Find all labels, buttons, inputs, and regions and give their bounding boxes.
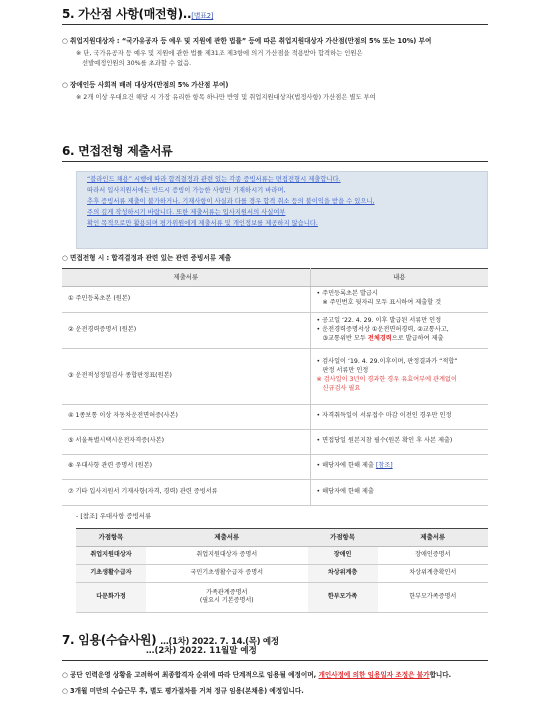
content-cell: • 면접당일 원본지참 필수(원본 확인 후 사본 제출) (310, 429, 488, 454)
content-line (317, 335, 483, 344)
item-cell: 기초생활수급자 (76, 564, 146, 582)
interview-documents-table (62, 268, 488, 506)
hire-staged-bullet (62, 671, 451, 680)
table-row (62, 404, 488, 429)
item-cell: 다문화가정 (76, 582, 146, 612)
table-row (62, 454, 488, 479)
merit-disabled-note: ※ 2개 이상 우대요건 해당 시 가장 유리한 항목 하나만 반영 및 취업지원대상자(법정사항) 가산점은 별도 부여 (76, 94, 376, 101)
table-row (76, 564, 488, 582)
header-documents: 제출서류 (62, 269, 310, 287)
table-row (76, 546, 488, 564)
section-7-rule (62, 660, 488, 661)
full-history-emphasis: 전체경력 (367, 334, 392, 342)
section-5-title (62, 6, 213, 22)
content-text: ③교통위반 모두 (322, 334, 368, 342)
item-cell: 한부모가족 (308, 582, 378, 612)
content-text: • 해당자에 한해 제출 (316, 462, 376, 470)
section-6-title: 6. 면접전형 제출서류 (62, 144, 173, 158)
hire-date-first: …(1차) 2022. 7. 14.(목) 예정 (160, 637, 279, 647)
content-warning: 신규검사 필요 (322, 385, 361, 393)
content-line: ※ 주민번호 뒷자리 모두 표시하여 제출할 것 (322, 299, 442, 307)
bullet-text: ○ 공단 인력운영 상황을 고려하여 최종합격자 순위에 따라 단계적으로 임용될 예정이며, (62, 671, 319, 679)
table-header-row (76, 529, 488, 547)
document-cell (146, 582, 308, 612)
header-document: 제출서류 (378, 529, 488, 547)
content-cell: • 자격취득일이 서류접수 마감 이전인 경우만 인정 (310, 404, 488, 429)
interview-docs-bullet: ○ 면접전형 시 : 합격결정과 관련 있는 관련 증빙서류 제출 (62, 254, 232, 262)
probation-bullet: ○ 3개월 미만의 수습근무 후, 별도 평가절차를 거쳐 정규 임용(본채용) 예정입니다. (62, 687, 304, 695)
doc-cell: ② 운전경력증명서 (원본) (62, 312, 310, 348)
header-item: 가점항목 (76, 529, 146, 547)
section-5-rule (62, 24, 488, 25)
document-cell: 차상위계층확인서 (378, 564, 488, 582)
no-date-adjustment-emphasis: 개인사정에 의한 임용일자 조정은 불가 (318, 671, 430, 679)
table-row (62, 429, 488, 454)
bullet-text: 합니다. (429, 671, 452, 679)
preference-documents-table (76, 528, 488, 613)
blind-hiring-notice (76, 171, 488, 249)
annex-2-link[interactable]: [별표2] (191, 12, 214, 20)
merit-disabled-bullet: ○ 장애인등 사회적 배려 대상자(만점의 5% 가산점 부여) (62, 81, 229, 89)
notice-line-4: 주의 깊게 작성하시기 바랍니다. 또한 제출서류는 입사지원서의 사실여부 (87, 209, 286, 217)
item-cell: 취업지원대상자 (76, 546, 146, 564)
merit-veterans-bullet: ○ 취업지원대상자 : “국가유공자 등 예우 및 지원에 관한 법률” 등에 따른 취업지원대상자 가산점(만점의 5% 또는 10%) 부여 (62, 37, 432, 45)
document-cell: 국민기초생활수급자 증명서 (146, 564, 308, 582)
document-cell: 한부모가족증명서 (378, 582, 488, 612)
reference-link[interactable]: [참조] (375, 462, 393, 470)
header-item: 가점항목 (308, 529, 378, 547)
doc-cell: ⑥ 우대사항 관련 증명서 (원본) (62, 454, 310, 479)
document-cell: 장애인증명서 (378, 546, 488, 564)
table-row (62, 348, 488, 404)
content-cell: • 해당자에 한해 제출 (310, 479, 488, 505)
document-extra: (필요시 기본증명서) (199, 597, 254, 605)
doc-cell: ⑤ 서울특별시택시운전자격증(사본) (62, 429, 310, 454)
header-document: 제출서류 (146, 529, 308, 547)
doc-cell: ⑦ 기타 입사지원서 기재사항(자격, 경력) 관련 증빙서류 (62, 479, 310, 505)
content-line: • 주민등록초본 발급시 (316, 290, 378, 298)
merit-veterans-note-2: 선발예정인원의 30%를 초과할 수 없음. (82, 60, 192, 67)
doc-cell: ③ 운전적성정밀검사 종합판정표(원본) (62, 348, 310, 404)
doc-cell: ④ 1종보통 이상 자동차운전면허증(사본) (62, 404, 310, 429)
content-line: 판정 서류만 인정 (322, 367, 369, 375)
item-cell: 장애인 (308, 546, 378, 564)
notice-line-3: 추후 증빙서류 제출이 불가하거나, 기재사항이 사실과 다를 경우 합격 취소 등의 불이익을 받을 수 있으니, (87, 198, 375, 206)
item-cell: 차상위계층 (308, 564, 378, 582)
preference-reference-note: - [참조] 우대사항 증빙서류 (76, 512, 152, 520)
content-line: • 검사일이 ‘19. 4. 29.이후이며, 판정결과가 “적합” (316, 358, 458, 366)
notice-line-2: 따라서 입사지원서에는 반드시 증빙이 가능한 사항만 기재하시기 바라며, (87, 187, 286, 195)
content-cell (310, 348, 488, 404)
table-header-row (62, 269, 488, 287)
document-text: 가족관계증명서 (206, 588, 248, 596)
content-line: • 공고일 ‘22. 4. 29. 이후 발급된 서류만 인정 (316, 316, 442, 324)
content-cell (310, 312, 488, 348)
doc-cell: ① 주민등록초본 (원본) (62, 286, 310, 312)
hire-date-second: …(2차) 2022. 11월말 예정 (146, 646, 257, 656)
table-row (62, 286, 488, 312)
document-cell: 취업지원대상자 증명서 (146, 546, 308, 564)
section-6-rule (62, 161, 488, 162)
content-line: • 운전경력증명서상 ①운전면허경력, ②교통사고, (316, 325, 449, 333)
content-cell (310, 454, 488, 479)
content-cell (310, 286, 488, 312)
notice-line-1: “블라인드 채용” 시행에 따라 합격결정과 관련 있는 각종 증빙서류는 면접전형시 제출합니다. (87, 176, 341, 183)
table-row (76, 582, 488, 612)
content-text: 으로 발급하여 제출 (391, 334, 444, 342)
section-7-title-text: 7. 임용(수습사원) (62, 633, 157, 647)
table-row (62, 479, 488, 505)
merit-veterans-note-1: ※ 단, 국가유공자 등 예우 및 지원에 관한 법률 제31조 제3항에 의거 가산점을 적용받아 합격하는 인원은 (76, 50, 363, 57)
content-warning: ※ 검사일이 3년이 경과한 경우 유효여부에 관계없이 (316, 376, 457, 384)
notice-line-5: 확인 목적으로만 활용되며 평가위원에게 제출서류 및 개인정보를 제공하지 않습니다. (87, 220, 318, 228)
header-content: 내용 (310, 269, 488, 287)
table-row (62, 312, 488, 348)
section-5-title-text: 5. 가산점 사항(매전형).. (62, 7, 192, 21)
